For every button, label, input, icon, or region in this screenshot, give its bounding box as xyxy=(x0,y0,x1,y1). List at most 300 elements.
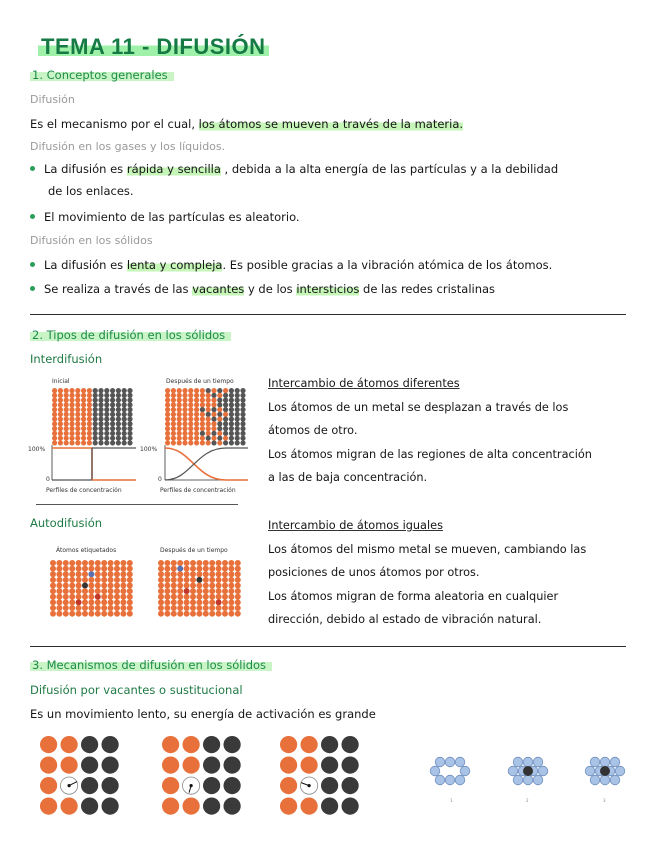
lattice-atom xyxy=(222,571,228,577)
lattice-atom xyxy=(223,398,228,403)
lattice-atom xyxy=(108,605,114,611)
lattice-atom xyxy=(235,605,241,611)
lattice-atom xyxy=(95,588,101,594)
lattice-atom xyxy=(56,571,62,577)
lattice-atom xyxy=(203,736,220,753)
lattice-atom xyxy=(120,588,126,594)
lattice-atom xyxy=(95,577,101,583)
lattice-atom xyxy=(223,440,228,445)
lattice-atom xyxy=(120,571,126,577)
lattice-atom xyxy=(165,402,170,407)
section-3-heading: 3. Mecanismos de difusión en los sólidos xyxy=(30,658,272,672)
lattice-atom xyxy=(87,412,92,417)
lattice-atom xyxy=(95,560,101,566)
lattice-atom xyxy=(101,583,107,589)
lattice-atom xyxy=(98,393,103,398)
lattice-atom xyxy=(164,583,170,589)
lattice-atom xyxy=(203,588,209,594)
lattice-atom xyxy=(223,436,228,441)
lattice-atom xyxy=(321,777,338,794)
lattice-atom xyxy=(82,605,88,611)
lattice-atom xyxy=(120,605,126,611)
lattice-atom xyxy=(69,388,74,393)
interdifusion-label: Interdifusión xyxy=(30,352,103,366)
lattice-atom xyxy=(165,421,170,426)
lattice-atom xyxy=(64,412,69,417)
lattice-atom xyxy=(82,594,88,600)
lattice-atom xyxy=(82,583,88,589)
lattice-atom xyxy=(75,431,80,436)
lattice-atom xyxy=(224,736,241,753)
lattice-atom xyxy=(216,560,222,566)
lattice-atom xyxy=(165,388,170,393)
lattice-atom xyxy=(75,426,80,431)
lattice-atom xyxy=(61,736,78,753)
lattice-atom xyxy=(50,594,56,600)
lattice-atom xyxy=(203,571,209,577)
lattice-atom xyxy=(301,736,318,753)
lattice-atom xyxy=(75,412,80,417)
lattice-atom xyxy=(88,594,94,600)
lattice-atom xyxy=(203,583,209,589)
lattice-atom xyxy=(63,588,69,594)
lattice-atom xyxy=(82,571,88,577)
lattice-atom xyxy=(93,388,98,393)
lattice-atom xyxy=(165,436,170,441)
lattice-atom xyxy=(76,594,82,600)
lattice-atom xyxy=(177,560,183,566)
lattice-atom xyxy=(69,588,75,594)
lattice-atom xyxy=(75,407,80,412)
lattice-atom xyxy=(58,426,63,431)
lattice-atom xyxy=(171,436,176,441)
lattice-atom xyxy=(200,412,205,417)
lattice-atom xyxy=(116,398,121,403)
lattice-atom xyxy=(171,577,177,583)
lattice-atom xyxy=(64,436,69,441)
lattice-atom xyxy=(69,393,74,398)
lattice-atom xyxy=(114,599,120,605)
lattice-atom xyxy=(50,560,56,566)
lattice-atom xyxy=(127,566,133,572)
bullet-gases-1: La difusión es rápida y sencilla , debida a la alta energía de las partículas y a la debilidad de los enlaces. xyxy=(30,158,640,202)
lattice-atom xyxy=(182,388,187,393)
lattice-atom xyxy=(196,605,202,611)
lattice-atom xyxy=(177,583,183,589)
lattice-atom xyxy=(87,407,92,412)
lattice-atom xyxy=(93,393,98,398)
lattice-atom xyxy=(127,431,132,436)
lattice-atom xyxy=(76,588,82,594)
inter-line-1: Los átomos de un metal se desplazan a través de los xyxy=(268,400,569,414)
blue-atom xyxy=(455,775,465,785)
lattice-atom xyxy=(61,757,78,774)
lattice-atom xyxy=(211,407,216,412)
lattice-atom xyxy=(206,431,211,436)
blue-atom xyxy=(455,757,465,767)
lattice-atom xyxy=(98,436,103,441)
lattice-atom xyxy=(69,566,75,572)
lattice-atom xyxy=(235,560,241,566)
lattice-atom xyxy=(81,798,98,815)
arrow-head xyxy=(190,784,193,787)
svg-text:0: 0 xyxy=(158,476,162,483)
svg-text:100%: 100% xyxy=(140,446,158,453)
lattice-atom xyxy=(88,560,94,566)
lattice-atom xyxy=(188,407,193,412)
lattice-atom xyxy=(75,421,80,426)
lattice-atom xyxy=(81,777,98,794)
lattice-atom xyxy=(203,605,209,611)
lattice-atom xyxy=(200,407,205,412)
lattice-atom xyxy=(321,798,338,815)
lattice-atom xyxy=(58,388,63,393)
lattice-atom xyxy=(188,398,193,403)
lattice-atom xyxy=(217,436,222,441)
vacancy-step-2 xyxy=(162,736,241,815)
short-divider xyxy=(36,504,238,505)
lattice-atom xyxy=(88,599,94,605)
lattice-atom xyxy=(98,431,103,436)
lattice-atom xyxy=(64,407,69,412)
auto-line-2: posiciones de unos átomos por otros. xyxy=(268,566,480,579)
lattice-atom xyxy=(98,412,103,417)
lattice-atom xyxy=(52,440,57,445)
dark-atom xyxy=(600,766,610,776)
lattice-atom xyxy=(122,436,127,441)
lattice-atom xyxy=(184,599,190,605)
definition-line: Es el mecanismo por el cual, los átomos se mueven a través de la materia. xyxy=(30,117,464,131)
lattice-atom xyxy=(177,605,183,611)
bullet-dot xyxy=(30,286,35,291)
lattice-atom xyxy=(114,605,120,611)
lattice-atom xyxy=(165,412,170,417)
lattice-atom xyxy=(182,393,187,398)
lattice-atom xyxy=(87,393,92,398)
lattice-atom xyxy=(196,611,202,617)
lattice-atom xyxy=(127,571,133,577)
lattice-atom xyxy=(235,583,241,589)
lattice-atom xyxy=(82,588,88,594)
lattice-atom xyxy=(52,421,57,426)
lattice-atom xyxy=(211,436,216,441)
lattice-atom xyxy=(101,611,107,617)
lattice-atom xyxy=(171,611,177,617)
blue-atom xyxy=(610,757,620,767)
lattice-atom xyxy=(165,393,170,398)
svg-text:100%: 100% xyxy=(28,446,46,453)
lattice-atom xyxy=(217,412,222,417)
lattice-atom xyxy=(122,398,127,403)
lattice-atom xyxy=(75,388,80,393)
lattice-atom xyxy=(206,407,211,412)
lattice-atom xyxy=(188,440,193,445)
lattice-atom xyxy=(116,421,121,426)
lattice-atom xyxy=(223,407,228,412)
lattice-atom xyxy=(63,611,69,617)
lattice-atom xyxy=(114,566,120,572)
lattice-atom xyxy=(110,421,115,426)
lattice-atom xyxy=(102,736,119,753)
lattice-atom xyxy=(203,599,209,605)
auto-line-1: Los átomos del mismo metal se mueven, cambiando las xyxy=(268,542,587,556)
lattice-atom xyxy=(122,421,127,426)
lattice-atom xyxy=(95,605,101,611)
lattice-atom xyxy=(52,388,57,393)
lattice-atom xyxy=(162,757,179,774)
blue-atom xyxy=(460,766,470,776)
lattice-atom xyxy=(216,599,222,605)
lattice-atom xyxy=(171,421,176,426)
lattice-atom xyxy=(69,594,75,600)
lattice-atom xyxy=(104,407,109,412)
lattice-atom xyxy=(223,402,228,407)
lattice-atom xyxy=(116,440,121,445)
lattice-atom xyxy=(229,393,234,398)
lattice-atom xyxy=(87,421,92,426)
fig-label-after-time: Después de un tiempo xyxy=(160,547,228,554)
lattice-atom xyxy=(211,431,216,436)
lattice-atom xyxy=(188,393,193,398)
lattice-atom xyxy=(190,566,196,572)
lattice-atom xyxy=(101,566,107,572)
lattice-atom xyxy=(235,417,240,422)
lattice-atom xyxy=(211,421,216,426)
auto-line-3: Los átomos migran de forma aleatoria en cualquier xyxy=(268,589,559,603)
lattice-atom xyxy=(88,566,94,572)
section-1-heading: 1. Conceptos generales xyxy=(30,68,174,82)
lattice-atom xyxy=(196,594,202,600)
lattice-atom xyxy=(190,560,196,566)
lattice-atom xyxy=(200,431,205,436)
lattice-atom xyxy=(120,611,126,617)
lattice-atom xyxy=(222,594,228,600)
lattice-atom xyxy=(75,402,80,407)
lattice-atom xyxy=(177,388,182,393)
lattice-atom xyxy=(171,388,176,393)
lattice-atom xyxy=(216,566,222,572)
lattice-atom xyxy=(188,436,193,441)
lattice-atom xyxy=(216,583,222,589)
lattice-atom xyxy=(196,566,202,572)
lattice-atom xyxy=(64,421,69,426)
lattice-atom xyxy=(127,402,132,407)
lattice-atom xyxy=(177,426,182,431)
svg-text:0: 0 xyxy=(46,476,50,483)
lattice-atom xyxy=(101,571,107,577)
lattice-atom xyxy=(50,588,56,594)
lattice-atom xyxy=(88,583,94,589)
lattice-atom xyxy=(203,777,220,794)
lattice-atom xyxy=(87,402,92,407)
lattice-atom xyxy=(158,594,164,600)
lattice-atom xyxy=(63,599,69,605)
lattice-atom xyxy=(104,393,109,398)
lattice-atom xyxy=(184,571,190,577)
blue-atom xyxy=(513,775,523,785)
lattice-atom xyxy=(224,777,241,794)
lattice-atom xyxy=(64,417,69,422)
lattice-atom xyxy=(58,440,63,445)
lattice-atom xyxy=(56,560,62,566)
lattice-atom xyxy=(206,426,211,431)
lattice-atom xyxy=(209,577,215,583)
lattice-atom xyxy=(229,407,234,412)
lattice-atom xyxy=(69,412,74,417)
lattice-atom xyxy=(75,440,80,445)
lattice-atom xyxy=(116,402,121,407)
lattice-atom xyxy=(64,393,69,398)
lattice-atom xyxy=(177,599,183,605)
lattice-atom xyxy=(116,393,121,398)
lattice-atom xyxy=(164,599,170,605)
blue-atom xyxy=(435,757,445,767)
lattice-atom xyxy=(50,611,56,617)
lattice-atom xyxy=(110,426,115,431)
lattice-atom xyxy=(81,736,98,753)
lattice-atom xyxy=(127,611,133,617)
lattice-atom xyxy=(93,412,98,417)
lattice-atom xyxy=(196,583,202,589)
lattice-atom xyxy=(108,611,114,617)
lattice-atom xyxy=(164,611,170,617)
blue-cluster-1 xyxy=(430,757,470,785)
lattice-atom xyxy=(98,421,103,426)
lattice-atom xyxy=(81,431,86,436)
lattice-atom xyxy=(110,393,115,398)
lattice-atom xyxy=(61,798,78,815)
blue-atom xyxy=(445,757,455,767)
lattice-atom xyxy=(177,421,182,426)
lattice-atom xyxy=(158,599,164,605)
lattice-atom xyxy=(200,417,205,422)
lattice-atom xyxy=(235,402,240,407)
lattice-atom xyxy=(235,577,241,583)
lattice-atom xyxy=(209,605,215,611)
lattice-atom xyxy=(200,402,205,407)
lattice-atom xyxy=(120,577,126,583)
interdiffusion-figure xyxy=(26,372,256,500)
lattice-atom xyxy=(177,431,182,436)
lattice-atom xyxy=(95,583,101,589)
lattice-atom xyxy=(110,388,115,393)
lattice-atom xyxy=(87,417,92,422)
lattice-atom xyxy=(171,588,177,594)
lattice-atom xyxy=(116,417,121,422)
lattice-atom xyxy=(56,594,62,600)
lattice-atom xyxy=(82,566,88,572)
lattice-atom xyxy=(104,426,109,431)
lattice-atom xyxy=(240,417,245,422)
lattice-atom xyxy=(58,407,63,412)
lattice-atom xyxy=(52,393,57,398)
lattice-atom xyxy=(182,402,187,407)
lattice-atom xyxy=(56,588,62,594)
lattice-atom xyxy=(223,421,228,426)
lattice-atom xyxy=(222,611,228,617)
lattice-atom xyxy=(200,393,205,398)
lattice-atom xyxy=(164,560,170,566)
lattice-atom xyxy=(188,417,193,422)
lattice-atom xyxy=(342,757,359,774)
lattice-atom xyxy=(164,566,170,572)
lattice-atom xyxy=(95,599,101,605)
lattice-atom xyxy=(81,398,86,403)
lattice-atom xyxy=(76,599,82,605)
lattice-atom xyxy=(81,440,86,445)
lattice-atom xyxy=(116,388,121,393)
lattice-atom xyxy=(235,571,241,577)
lattice-atom xyxy=(196,588,202,594)
lattice-atom xyxy=(98,388,103,393)
lattice-atom xyxy=(235,594,241,600)
lattice-atom xyxy=(122,393,127,398)
page-title: TEMA 11 - DIFUSIÓN xyxy=(38,34,269,60)
bullet-dot xyxy=(30,166,35,171)
auto-heading: Intercambio de átomos iguales xyxy=(268,519,443,532)
lattice-atom xyxy=(211,426,216,431)
vacancy-mechanism-figure xyxy=(36,728,396,820)
blue-atom xyxy=(513,757,523,767)
lattice-atom xyxy=(211,388,216,393)
lattice-atom xyxy=(224,757,241,774)
lattice-atom xyxy=(171,605,177,611)
lattice-atom xyxy=(177,436,182,441)
lattice-atom xyxy=(98,402,103,407)
lattice-atom xyxy=(223,431,228,436)
lattice-atom xyxy=(69,571,75,577)
lattice-atom xyxy=(183,736,200,753)
lattice-atom xyxy=(101,588,107,594)
lattice-atom xyxy=(63,571,69,577)
interdifusion-text xyxy=(268,372,638,490)
lattice-atom xyxy=(127,583,133,589)
lattice-atom xyxy=(196,560,202,566)
lattice-atom xyxy=(182,407,187,412)
lattice-atom xyxy=(75,398,80,403)
lattice-atom xyxy=(122,417,127,422)
lattice-atom xyxy=(162,777,179,794)
lattice-atom xyxy=(209,571,215,577)
lattice-atom xyxy=(69,398,74,403)
lattice-atom xyxy=(177,611,183,617)
lattice-atom xyxy=(280,736,297,753)
lattice-atom xyxy=(184,583,190,589)
lattice-atom xyxy=(93,426,98,431)
lattice-atom xyxy=(203,594,209,600)
divider-1 xyxy=(30,314,626,315)
lattice-atom xyxy=(177,571,183,577)
lattice-atom xyxy=(184,611,190,617)
lattice-atom xyxy=(235,398,240,403)
lattice-atom xyxy=(82,560,88,566)
lattice-atom xyxy=(95,571,101,577)
lattice-atom xyxy=(76,560,82,566)
inter-line-4: a las de baja concentración. xyxy=(268,471,428,484)
lattice-atom xyxy=(102,777,119,794)
lattice-atom xyxy=(93,436,98,441)
lattice-atom xyxy=(235,407,240,412)
lattice-atom xyxy=(69,417,74,422)
lattice-atom xyxy=(58,402,63,407)
lattice-atom xyxy=(95,611,101,617)
lattice-atom xyxy=(184,588,190,594)
lattice-atom xyxy=(127,393,132,398)
lattice-atom xyxy=(184,594,190,600)
fig-label-initial: Inicial xyxy=(52,378,70,385)
lattice-atom xyxy=(182,431,187,436)
lattice-atom xyxy=(88,611,94,617)
